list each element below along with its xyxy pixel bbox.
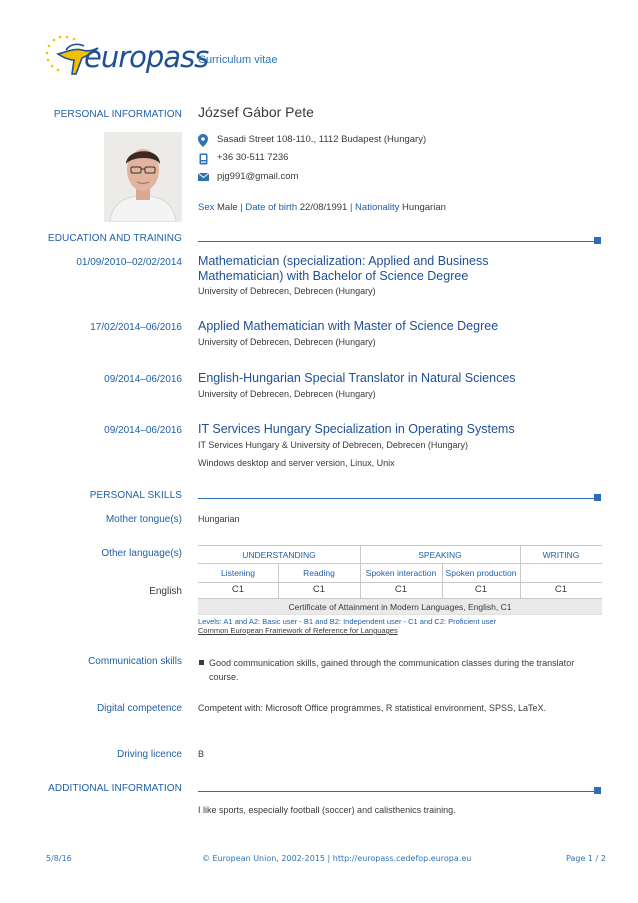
nationality-label: Nationality xyxy=(355,202,400,213)
education-dates: 09/2014–06/2016 xyxy=(104,425,182,436)
cefr-link[interactable]: Common European Framework of Reference for Languages xyxy=(198,626,398,635)
phone-text[interactable]: +36 30-511 7236 xyxy=(217,152,289,163)
table-header-understanding: UNDERSTANDING xyxy=(242,550,316,560)
certificate-text: Certificate of Attainment in Modern Languages, English, C1 xyxy=(288,602,512,612)
level-writing: C1 xyxy=(554,584,568,595)
mother-tongue-value: Hungarian xyxy=(198,514,240,524)
mother-tongue-label: Mother tongue(s) xyxy=(105,514,182,525)
education-title: English-Hungarian Special Translator in Natural Sciences xyxy=(198,371,516,385)
communication-skills-text xyxy=(209,656,574,684)
level-reading: C1 xyxy=(312,584,326,595)
level-listening: C1 xyxy=(231,584,245,595)
email-link[interactable]: pjg991@gmail.com xyxy=(217,171,299,182)
driving-licence-label: Driving licence xyxy=(116,749,182,760)
level-spoken-interaction: C1 xyxy=(394,584,408,595)
education-title xyxy=(198,254,498,284)
education-dates: 09/2014–06/2016 xyxy=(104,374,182,385)
section-divider-square xyxy=(594,237,601,244)
address-text: Sasadi Street 108-110., 1112 Budapest (Hungary) xyxy=(217,134,427,145)
levels-note: Levels: A1 and A2: Basic user - B1 and B2: Independent user - C1 and C2: Proficient user xyxy=(198,617,497,626)
education-organisation: University of Debrecen, Debrecen (Hungary) xyxy=(198,389,376,399)
nationality-value: Hungarian xyxy=(402,202,446,213)
separator: | xyxy=(240,202,243,213)
communication-skills-line: course. xyxy=(209,672,239,682)
driving-licence-value: B xyxy=(198,749,205,759)
footer-date: 5/8/16 xyxy=(46,854,72,863)
europass-wordmark: europass xyxy=(84,40,209,74)
document-title: Curriculum vitae xyxy=(198,54,278,66)
bullet-square-icon xyxy=(199,660,204,665)
education-dates: 17/02/2014–06/2016 xyxy=(90,322,182,333)
education-dates: 01/09/2010–02/02/2014 xyxy=(76,257,182,268)
education-title: Applied Mathematician with Master of Science Degree xyxy=(198,319,499,333)
table-header-speaking: SPEAKING xyxy=(418,550,462,560)
table-subheader-listening: Listening xyxy=(220,568,256,578)
section-divider xyxy=(198,791,596,792)
separator: | xyxy=(349,202,353,213)
education-description: Windows desktop and server version, Linux, Unix xyxy=(198,458,395,468)
education-title: IT Services Hungary Specialization in Operating Systems xyxy=(198,422,515,436)
education-organisation: IT Services Hungary & University of Debrecen, Debrecen (Hungary) xyxy=(198,440,468,450)
sex-label: Sex xyxy=(198,202,215,213)
table-subheader-spoken-production: Spoken production xyxy=(445,568,517,578)
language-name: English xyxy=(149,586,182,597)
mobile-phone-icon xyxy=(199,153,208,165)
envelope-icon xyxy=(198,173,209,181)
table-subheader-spoken-interaction: Spoken interaction xyxy=(365,568,437,578)
table-header-writing: WRITING xyxy=(542,550,580,560)
footer-copyright[interactable]: © European Union, 2002-2015 | http://europass.cedefop.europa.eu xyxy=(202,854,472,863)
communication-skills-label: Communication skills xyxy=(88,656,182,667)
other-languages-label: Other language(s) xyxy=(101,548,182,559)
communication-skills-line: Good communication skills, gained through the communication classes during the translator xyxy=(209,658,575,668)
dob-value: 22/08/1991 xyxy=(299,202,348,213)
section-label-personal-information: PERSONAL INFORMATION xyxy=(53,109,182,120)
sex-value: Male xyxy=(217,202,238,213)
footer-page-number: Page 1 / 2 xyxy=(566,854,606,863)
education-title-line: Mathematician) with Bachelor of Science Degree xyxy=(198,269,469,283)
section-label-personal-skills: PERSONAL SKILLS xyxy=(89,490,182,501)
education-title-line: Mathematician (specialization: Applied and Business xyxy=(198,254,489,268)
section-divider-square xyxy=(594,787,601,794)
dob-label: Date of birth xyxy=(245,202,298,213)
europass-logo xyxy=(44,34,209,82)
candidate-photo xyxy=(104,132,182,222)
section-label-additional-information: ADDITIONAL INFORMATION xyxy=(48,783,182,794)
table-subheader-reading: Reading xyxy=(303,568,335,578)
section-divider-square xyxy=(594,494,601,501)
education-organisation: University of Debrecen, Debrecen (Hungary) xyxy=(198,337,376,347)
language-table xyxy=(198,545,602,637)
location-pin-icon xyxy=(198,134,208,147)
education-organisation: University of Debrecen, Debrecen (Hungary) xyxy=(198,286,376,296)
candidate-name: József Gábor Pete xyxy=(198,104,314,120)
personal-details-line xyxy=(198,202,446,213)
section-label-education: EDUCATION AND TRAINING xyxy=(47,233,182,244)
additional-information-text: I like sports, especially football (soccer) and calisthenics training. xyxy=(198,805,456,815)
digital-competence-text: Competent with: Microsoft Office programmes, R statistical environment, SPSS, LaTeX. xyxy=(198,703,546,713)
section-divider xyxy=(198,241,596,242)
digital-competence-label: Digital competence xyxy=(96,703,182,714)
level-spoken-production: C1 xyxy=(474,584,488,595)
section-divider xyxy=(198,498,596,499)
